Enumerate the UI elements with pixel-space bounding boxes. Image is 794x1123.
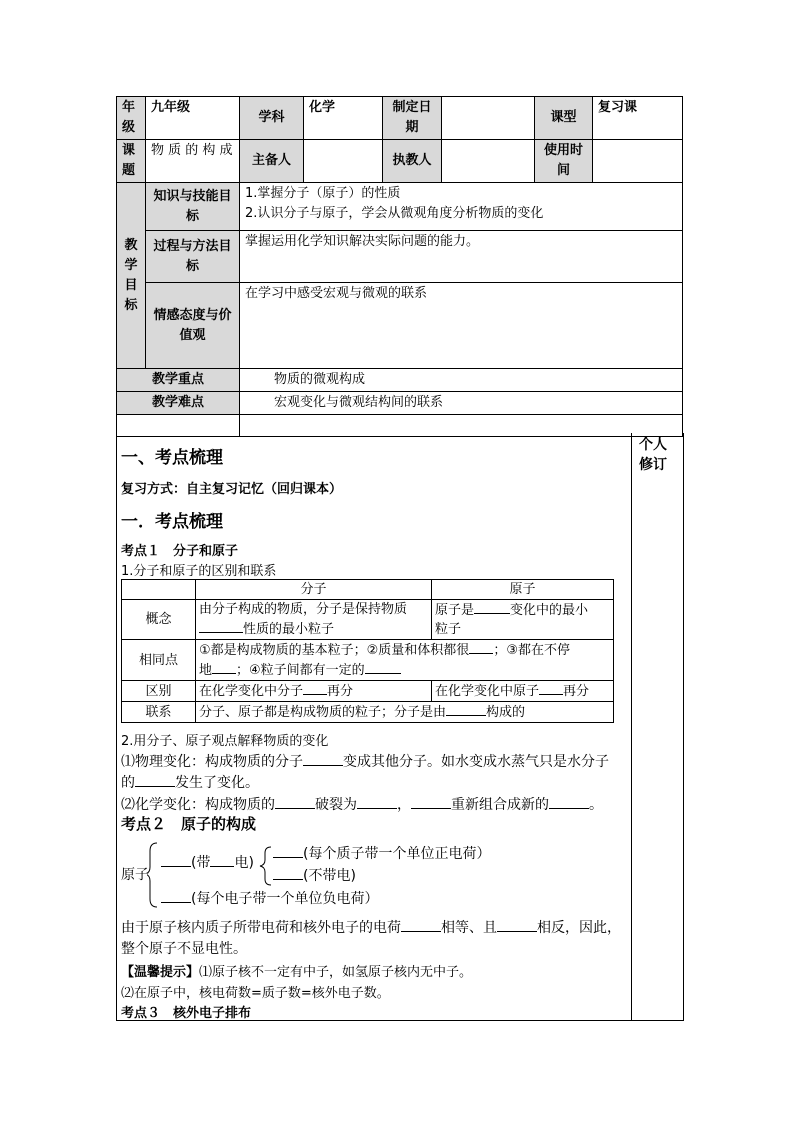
row-difference-label: 区别 (122, 681, 196, 702)
molecule-difference-text-2: 再分 (327, 684, 354, 699)
tip-line-1 (121, 961, 472, 980)
section-heading-2: 一．考点梳理 (121, 512, 223, 532)
fill-blank (539, 681, 563, 695)
neutral-text-3: 相反，因此， (537, 920, 621, 936)
knowledge-line-2: 2.认识分子与原子，学会从微观角度分析物质的变化 (245, 206, 544, 221)
chemical-change-text-4: 重新组合成新的 (451, 797, 549, 813)
fill-blank (273, 844, 303, 858)
nucleus-text: (带 (191, 855, 211, 871)
physical-change-line (121, 751, 609, 771)
row-concept-label: 概念 (122, 600, 196, 640)
fill-blank (446, 702, 486, 716)
date-value (442, 97, 535, 140)
fill-blank (161, 853, 191, 867)
goals-label: 教学目标 (117, 183, 146, 369)
key-point-text: 物质的微观构成 (240, 369, 683, 392)
subject-label: 学科 (240, 97, 304, 140)
lesson-header-table (116, 96, 683, 437)
fill-blank (549, 795, 589, 809)
neutral-paragraph-line-2: 整个原子不显电性。 (121, 941, 247, 957)
key-point-3-title: 考点３ 核外电子排布 (121, 1006, 252, 1021)
similarity-text-2: ；③都在不停 (493, 643, 570, 658)
grade-value: 九年级 (146, 97, 240, 140)
grade-label: 年级 (117, 97, 146, 140)
neutron-line (273, 865, 356, 885)
teacher-value (442, 140, 535, 183)
atom-concept-text-3: 粒子 (435, 622, 462, 637)
atom-concept-text-2: 变化中的最小 (510, 603, 589, 618)
empty-cell (122, 580, 196, 600)
chemical-change-line (121, 794, 603, 814)
fill-blank (357, 795, 397, 809)
row-similarity-label: 相同点 (122, 640, 196, 681)
physical-change-line-2 (121, 772, 259, 792)
type-value: 复习课 (593, 97, 683, 140)
key-point-1-title: 考点１ 分子和原子 (121, 544, 239, 559)
electron-line (161, 888, 378, 908)
knowledge-text (240, 183, 683, 231)
molecule-atom-table (121, 579, 614, 723)
fill-blank (401, 918, 441, 932)
nucleus-line (161, 852, 254, 872)
fill-blank (303, 752, 343, 766)
explain-change-title: 2.用分子、原子观点解释物质的变化 (121, 734, 329, 749)
nucleus-brace (260, 847, 271, 885)
column-divider (631, 433, 632, 1020)
emotion-text: 在学习中感受宏观与微观的联系 (240, 283, 683, 369)
neutral-text-2: 相等、且 (441, 920, 497, 936)
physical-change-text-2: 变成其他分子。如水变成水蒸气只是水分子 (343, 754, 609, 770)
electron-text: (每个电子带一个单位负电荷） (191, 891, 379, 907)
molecule-difference (196, 681, 432, 702)
chemical-change-text: ⑵化学变化：构成物质的 (121, 797, 275, 813)
molecule-concept-text-2: 性质的最小粒子 (243, 622, 335, 637)
atom-concept (432, 600, 614, 640)
fill-blank (135, 773, 175, 787)
tip-text-1: ⑴原子核不一定有中子，如氢原子核内无中子。 (199, 965, 473, 980)
subject-value: 化学 (304, 97, 383, 140)
col-molecule: 分子 (196, 580, 432, 600)
physical-change-text-4: 发生了变化。 (175, 775, 259, 791)
chemical-change-text-3: ， (397, 797, 411, 813)
atom-difference-text-2: 再分 (563, 684, 590, 699)
preparer-value (304, 140, 383, 183)
review-content-area (116, 433, 684, 1021)
nucleus-text-2: 电) (234, 855, 254, 871)
atom-concept-text: 原子是 (435, 603, 475, 618)
similarity-text-3: 地 (199, 663, 213, 678)
fill-blank (303, 681, 327, 695)
fill-blank (365, 660, 401, 674)
fill-blank (497, 918, 537, 932)
fill-blank (199, 619, 243, 633)
similarity-text-1: ①都是构成物质的基本粒子；②质量和体积都很 (199, 643, 470, 658)
fill-blank (275, 795, 315, 809)
key-point-1-subtitle: 1.分子和原子的区别和联系 (121, 564, 277, 579)
process-text: 掌握运用化学知识解决实际问题的能力。 (240, 231, 683, 283)
molecule-concept-text: 由分子构成的物质，分子是保持物质 (199, 602, 408, 617)
fill-blank (161, 889, 191, 903)
date-label: 制定日期 (383, 97, 442, 140)
similarity-text-4: ；④粒子间都有一定的 (236, 663, 365, 678)
neutral-paragraph-line-1 (121, 917, 621, 937)
similarity-text (196, 640, 614, 681)
relation-text-1: 分子、原子都是构成物质的粒子；分子是由 (199, 705, 447, 720)
difficulty-text: 宏观变化与微观结构间的联系 (240, 392, 683, 415)
col-atom: 原子 (432, 580, 614, 600)
process-label: 过程与方法目标 (146, 231, 240, 283)
difficulty-label: 教学难点 (117, 392, 240, 415)
use-time-value (593, 140, 683, 183)
fill-blank (273, 866, 303, 880)
fill-blank (411, 795, 451, 809)
chemical-change-text-5: 。 (589, 797, 603, 813)
proton-line (273, 843, 490, 863)
type-label: 课型 (535, 97, 593, 140)
relation-text-2: 构成的 (486, 705, 526, 720)
emotion-label: 情感态度与价值观 (146, 283, 240, 369)
neutron-text: (不带电) (303, 868, 356, 884)
use-time-label: 使用时间 (535, 140, 593, 183)
knowledge-label: 知识与技能目标 (146, 183, 240, 231)
tip-line-2: ⑵在原子中，核电荷数=质子数=核外电子数。 (121, 986, 390, 1001)
fill-blank (210, 853, 234, 867)
topic-value: 物 质 的 构 成 (146, 140, 240, 183)
topic-label: 课题 (117, 140, 146, 183)
row-relation-label: 联系 (122, 702, 196, 723)
proton-text: (每个质子带一个单位正电荷） (303, 846, 491, 862)
fill-blank (469, 640, 493, 654)
personal-revision-label: 个人修订 (639, 437, 667, 473)
physical-change-text: ⑴物理变化：构成物质的分子 (121, 754, 303, 770)
key-point-2-title: 考点２ 原子的构成 (121, 815, 257, 833)
atom-label: 原子 (121, 867, 149, 883)
chemical-change-text-2: 破裂为 (315, 797, 357, 813)
physical-change-text-3: 的 (121, 775, 135, 791)
fill-blank (474, 600, 510, 614)
molecule-difference-text: 在化学变化中分子 (199, 684, 304, 699)
molecule-concept (196, 600, 432, 640)
key-point-label: 教学重点 (117, 369, 240, 392)
section-heading: 一、考点梳理 (121, 448, 223, 468)
atom-difference (432, 681, 614, 702)
preparer-label: 主备人 (240, 140, 304, 183)
review-method: 复习方式：自主复习记忆（回归课本） (121, 482, 343, 497)
fill-blank (212, 660, 236, 674)
knowledge-line-1: 1.掌握分子（原子）的性质 (245, 186, 401, 201)
neutral-text: 由于原子核内质子所带电荷和核外电子的电荷 (121, 920, 401, 936)
atom-difference-text: 在化学变化中原子 (435, 684, 540, 699)
tip-label: 【温馨提示】 (121, 965, 200, 980)
relation-text (196, 702, 614, 723)
teacher-label: 执教人 (383, 140, 442, 183)
